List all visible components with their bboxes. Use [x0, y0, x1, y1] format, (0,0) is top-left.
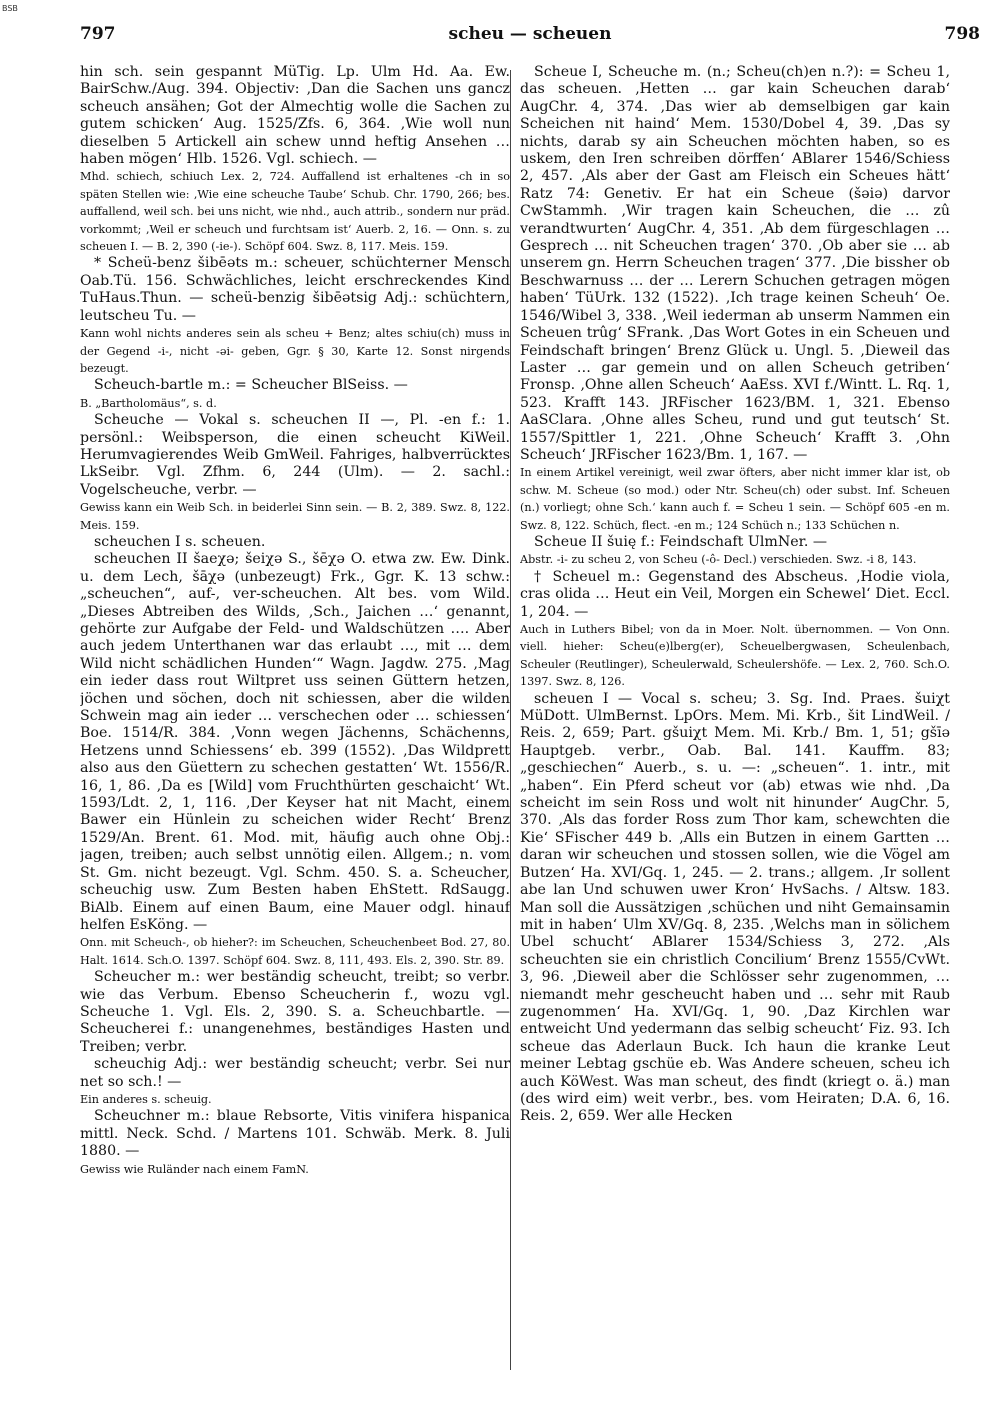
dictionary-entry: Scheucher m.: wer beständig scheucht, treibt; so verbr. wie das Verbum. Ebenso Scheucherin f., wozu vgl. Scheuche 1. Vgl. Els. 2, 390. S. a. Scheuchbartle. — Scheucherei f.: unangenehmes, beständiges Hasten und Treiben; verbr. [80, 969, 510, 1055]
etymology-note: Abstr. -i- zu scheu 2, von Scheu (-ô- Decl.) verschieden. Swz. -i 8, 143. [520, 553, 917, 567]
dictionary-entry: scheuen I — Vocal s. scheu; 3. Sg. Ind. Praes. šuiχt MüDott. UlmBernst. LpOrs. Mem. Mi. Krb., šit LindWeil. / Reis. 2, 659; Part. gšuiχt Mem. Mi. Krb./ Bm. 1, 51; gšīə Hauptgeb. verbr., Oab. Bal. 141. Kauffm. 83; „geschiechen“ Auerb., s. u. —: „scheuen“. 1. intr., mit „haben“. Ein Pferd scheut vor (ab) etwas wie nhd. ‚Da scheicht im sein Ross und wolt nit hinunder‘ AugChr. 5, 370. ‚Als das forder Ross zum Thor kam, schewchten die Kie‘ SFischer 449 b. ‚Alls ein Butzen in einem Gartten … daran wir scheuchen und stossen sollen, wie die Vögel am Butzen‘ Ha. XVI/Gq. 1, 245. — 2. trans.; allgem. ‚Ir sollent abe lan Und schuwen uwer Kron‘ HvSachs. / Altsw. 183. Man soll die Aussätzigen ‚schüchen und niht Gemainsamin mit in haben‘ Ulm XV/Gq. 8, 235. ‚Welchs man in sölichem Ubel schucht‘ ABlarer 1534/Schiess 3, 272. ‚Als scheuchten sie ein christlich Concilium‘ Brenz 1555/CvWt. 3, 96. ‚Dieweil aber die Schlösser sehr zugenommen, … niemandt mehr gescheucht haben und … sehr mit Raub zugenommen‘ Ha. XVI/Gq. 1, 90. ‚Daz Kirchlen war entweicht Und yedermann das selbig scheucht‘ Fiz. 93. Ich scheue das Aderlaun Buck. Ich haun die kranke Leut meiner Lebtag gschüe eb. Was Andere scheuen, scheu ich auch KöWest. Was man scheut, des findt (kriegt o. ä.) man (des wird eim) weit verbr., bes. vom Heiraten; D.A. 6, 16. Reis. 2, 659. Wer alle Hecken [520, 690, 950, 1125]
dictionary-entry: scheuchen I s. scheuen. [94, 533, 266, 550]
column-divider [510, 70, 511, 1370]
etymology-note: Gewiss kann ein Weib Sch. in beiderlei Sinn sein. — B. 2, 389. Swz. 8, 122. Meis. 159. [80, 501, 510, 532]
etymology-note: In einem Artikel vereinigt, weil zwar öfters, aber nicht immer klar ist, ob schw. M. Scheue (so mod.) oder Ntr. Scheu(ch) oder subst. Inf. Scheuen (n.) vorliegt; ohne Sch.‘ kann auch f. = Scheu 1 sein. — Schöpf 605 -en m. Swz. 8, 122. Schüch, flect. -en m.; 124 Schüch n.; 133 Schüchen n. [520, 466, 950, 532]
etymology-note: Mhd. schiech, schiuch Lex. 2, 724. Auffallend ist erhaltenes -ch in so späten Stellen wie: ‚Wie eine scheuche Taube‘ Schub. Chr. 1790, 266; bes. auffallend, weil sch. bei uns nicht, wie nhd., auch attrib., sondern nur präd. vorkommt; ‚Weil er scheuch und furchtsam ist‘ Auerb. 2, 16. — Onn. s. zu scheuen I. — B. 2, 390 (-ie-). Schöpf 604. Swz. 8, 117. Meis. 159. [80, 170, 510, 254]
left-column [80, 64, 510, 1414]
dictionary-entry: scheuchen II šaeχə; šeiχə S., šēχə O. etwa zw. Ew. Dink. u. dem Lech, šāχə (unbezeugt) Frk., Ggr. K. 13 schw.: „scheuchen“, auf-, ver-scheuchen. Alt bes. vom Wild. „Dieses Abtreiben des Wilds, ‚Sch., Jaichen …‘ genannt, gehörte zur Aufgabe der Feld- und Waldschützen …. Aber auch jedem Unterthanen war das erlaubt …, mit … dem Wild nicht schädlichen Hunden‘“ Wagn. Jagdw. 275. ‚Mag ein ieder dass rout Wiltpret uss seinen Güttern hetzen, jöchen und söchen, doch nit schiessen, aber die wilden Schwein mag ain ieder … verschechen oder … schiessen‘ Boe. 1514/R. 384. ‚Vonn wegen Jächenns, Schächenns, Hetzens unnd Schiessens‘ eb. 399 (1552). ‚Das Wildprett also aus den Güettern zu schechen gestatten‘ Wt. 1556/R. 16, 1, 86. ‚Da es [Wild] vom Fruchthürten geschaicht‘ Wt. 1593/Ldt. 2, 1, 116. ‚Der Keyser hat nit Macht, einem Bawer ein Hünlein zu scheichen wider Recht‘ Brenz 1529/An. Brent. 61. Mod. mit, häufig auch ohne Obj.: jagen, treiben; auch selbst unnötig eilen. Allgem.; n. vom St. Gm. nicht bezeugt. Vgl. Schm. 450. S. a. Scheucher, scheuchig usw. Zum Besten haben EhStett. RdSaugg. BiAlb. Einem auf einen Baum, eine Mauer odgl. hinauf helfen EsKöng. — [80, 551, 510, 933]
dictionary-entry: scheuchig Adj.: wer beständig scheucht; verbr. Sei nur net so sch.! — [80, 1056, 510, 1090]
dictionary-entry: hin sch. sein gespannt MüTig. Lp. Ulm Hd. Aa. Ew. BairSchw./Aug. 394. Objectiv: ‚Dan die Sachen uns gancz scheuch ansähen; Got der Almechtig wolle die Sachen zu gutem schicken‘ Aug. 1525/Zfs. 6, 364. ‚Wie woll nun dieselben 5 Artickell ain schew unnd heftig Ansehen … haben mögen‘ Hlb. 1526. Vgl. schiech. — [80, 64, 510, 168]
etymology-note: Onn. mit Scheuch-, ob hieher?: im Scheuchen, Scheuchenbeet Bod. 27, 80. Halt. 1614. Sch.O. 1397. Schöpf 604. Swz. 8, 111, 493. Els. 2, 390. Str. 89. [80, 936, 510, 967]
page-number-left: 797 [80, 24, 116, 44]
dictionary-entry: * Scheü-benz šibēəts m.: scheuer, schüchterner Mensch Oab.Tü. 156. Schwächliches, leicht erschreckendes Kind TuHaus.Thun. — scheü-benzig šibēətsig Adj.: schüchtern, leutscheu Tu. — [80, 255, 510, 324]
etymology-note: Auch in Luthers Bibel; von da in Moer. Nolt. übernommen. — Von Onn. viell. hieher: Scheu(e)lberg(er), Scheuelbergwasen, Scheulenbach, Scheuler (Reutlinger), Scheulerwald, Scheulershöfe. — Lex. 2, 760. Sch.O. 1397. Swz. 8, 126. [520, 623, 950, 689]
running-title: scheu — scheuen [448, 24, 612, 44]
etymology-note: Ein anderes s. scheuig. [80, 1092, 212, 1106]
dictionary-entry: Scheue II šuię f.: Feindschaft UlmNer. — [534, 533, 828, 550]
right-column [520, 64, 950, 1414]
library-stamp: BSB [2, 4, 18, 13]
etymology-note: Gewiss wie Ruländer nach einem FamN. [80, 1162, 309, 1176]
dictionary-entry: † Scheuel m.: Gegenstand des Abscheus. ‚Hodie viola, cras olida … Heut ein Veil, Morgen ein Schewel‘ Diet. Eccl. 1, 204. — [520, 568, 950, 620]
page-number-right: 798 [944, 24, 980, 44]
etymology-note: Kann wohl nichts anderes sein als scheu + Benz; altes schiu(ch) muss in der Gegend -i-, nicht -əi- geben, Ggr. § 30, Karte 12. Sonst nirgends bezeugt. [80, 327, 510, 375]
dictionary-entry: Scheuch-bartle m.: = Scheucher BlSeiss. — [94, 377, 408, 394]
dictionary-entry: Scheuchner m.: blaue Rebsorte, Vitis vinifera hispanica mittl. Neck. Schd. / Martens 101. Schwäb. Merk. 8. Juli 1880. — [80, 1108, 510, 1160]
page-header [80, 24, 980, 54]
etymology-note: B. „Bartholomäus“, s. d. [80, 396, 217, 410]
dictionary-entry: Scheue I, Scheuche m. (n.; Scheu(ch)en n.?): = Scheu 1, das scheuen. ‚Hetten … gar kain Scheuchen darab‘ AugChr. 4, 374. ‚Das wier ab demselbigen gar kain Scheichen nit haind‘ Mem. 1530/Dobel 4, 39. ‚Das sy nichts, darab sy ain Scheuchen möchten haben, so es uskem, den Iren schreiben dörffen‘ ABlarer 1546/Schiess 2, 457. ‚Als aber der Gast am Fleisch ein Scheues hätt‘ Ratz 74: Genetiv. Er hat ein Scheue (šəiə) darvor CwStammh. ‚Wir tragen kain Scheuchen, die … zû verandtwurten‘ AugChr. 4, 351. ‚Ab dem fürgeschlagen … Gesprech … nit Scheuchen tragen‘ 370. ‚Ob aber sie … ab unserem gn. Herrn Scheuchen tragen‘ 377. ‚Die bissher ob Beschwarnuss … der … Lerern Schuchen getragen mögen haben‘ TüUrk. 132 (1522). ‚Ich trage keinen Scheuh‘ Oe. 1546/Wibel 3, 338. ‚Weil iederman ab unserm Nammen ein Scheuen trûg‘ SFrank. ‚Das Wort Gotes in ein Scheuen und Feindschaft bringen‘ Brenz Glück u. Ungl. 5. ‚Dieweil das Laster … gar gemein und on allen Scheuch getriben‘ Fronsp. ‚Ohne allen Scheuch‘ AaEss. XVI f./Wintt. L. Rq. 1, 523. Krafft 143. JRFischer 1623/BM. 1, 321. Ebenso AaSClara. ‚Ohne alles Scheu, rund und gut teutsch‘ St. 1557/Spittler 1, 221. ‚Ohne Scheuch‘ Krafft 3. ‚Ohn Scheuch‘ JRFischer 1623/Bm. 1, 167. — [520, 64, 950, 463]
dictionary-entry: Scheuche — Vokal s. scheuchen II —, Pl. -en f.: 1. persönl.: Weibsperson, die einen scheucht KiWeil. Herumvagierendes Weib GmWeil. Fahriges, halbverrücktes LkSeibr. Vgl. Zfhm. 6, 244 (Ulm). — 2. sachl.: Vogelscheuche, verbr. — [80, 412, 510, 498]
